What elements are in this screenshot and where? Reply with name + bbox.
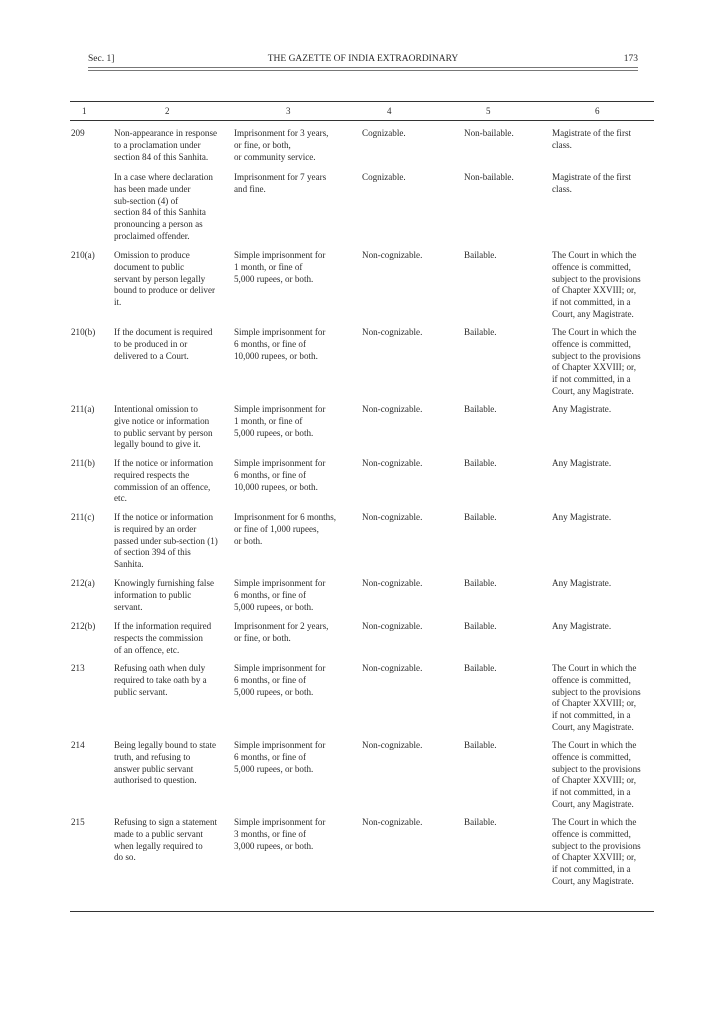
cell-cognizable: Cognizable. [362,172,406,182]
cell-section: 210(a) [71,250,95,260]
cell-punishment: Imprisonment for 7 years and fine. [234,172,327,194]
cell-section: 211(b) [71,458,95,468]
cell-court: Magistrate of the first class. [552,128,632,150]
cell-court: Magistrate of the first class. [552,172,632,194]
cell-section: 211(c) [71,512,95,522]
cell-punishment: Simple imprisonment for 1 month, or fine of 5,000 rupees, or both. [234,404,326,438]
page-header [88,54,638,68]
cell-offence: If the notice or information is required by an order passed under sub-section (1) of section 394 of this Sanhita. [114,512,218,569]
cell-offence: If the information required respects the commission of an offence, etc. [114,621,212,655]
column-header-3: 3 [286,106,291,116]
cell-cognizable: Non-cognizable. [362,458,423,468]
page-number: 173 [623,54,638,64]
cell-bailable: Bailable. [464,621,497,631]
cell-court: The Court in which the offence is committed, subject to the provisions of Chapter XXVIII; or, if not committed, in a Court, any Magistrate. [552,663,641,732]
cell-punishment: Simple imprisonment for 6 months, or fine of 5,000 rupees, or both. [234,578,326,612]
cell-punishment: Imprisonment for 2 years, or fine, or both. [234,621,329,643]
cell-punishment: Imprisonment for 3 years, or fine, or both, or community service. [234,128,329,162]
cell-cognizable: Non-cognizable. [362,817,423,827]
column-header-2: 2 [165,106,170,116]
cell-offence: Refusing oath when duly required to take oath by a public servant. [114,663,207,697]
cell-punishment: Simple imprisonment for 3 months, or fine of 3,000 rupees, or both. [234,817,326,851]
cell-section: 212(b) [71,621,96,631]
cell-cognizable: Non-cognizable. [362,327,423,337]
header-bottom-rule [70,120,654,121]
cell-bailable: Bailable. [464,404,497,414]
cell-offence: Knowingly furnishing false information to public servant. [114,578,215,612]
cell-cognizable: Cognizable. [362,128,406,138]
cell-cognizable: Non-cognizable. [362,512,423,522]
cell-cognizable: Non-cognizable. [362,578,423,588]
cell-punishment: Simple imprisonment for 6 months, or fine of 10,000 rupees, or both. [234,458,326,492]
column-header-4: 4 [387,106,392,116]
cell-cognizable: Non-cognizable. [362,250,423,260]
cell-bailable: Bailable. [464,512,497,522]
cell-punishment: Imprisonment for 6 months, or fine of 1,000 rupees, or both. [234,512,337,546]
cell-punishment: Simple imprisonment for 6 months, or fine of 10,000 rupees, or both. [234,327,326,361]
column-header-6: 6 [595,106,600,116]
cell-court: Any Magistrate. [552,512,612,522]
cell-court: The Court in which the offence is committed, subject to the provisions of Chapter XXVIII; or, if not committed, in a Court, any Magistrate. [552,327,641,396]
cell-offence: Non-appearance in response to a proclamation under section 84 of this Sanhita. [114,128,218,162]
table-bottom-rule [70,911,654,912]
table-top-rule [70,101,654,102]
cell-cognizable: Non-cognizable. [362,621,423,631]
cell-court: The Court in which the offence is committed, subject to the provisions of Chapter XXVIII; or, if not committed, in a Court, any Magistrate. [552,250,641,319]
cell-cognizable: Non-cognizable. [362,404,423,414]
cell-bailable: Non-bailable. [464,128,514,138]
cell-bailable: Bailable. [464,740,497,750]
cell-court: Any Magistrate. [552,458,612,468]
cell-offence: Refusing to sign a statement made to a public servant when legally required to do so. [114,817,218,863]
cell-section: 209 [71,128,85,138]
cell-court: Any Magistrate. [552,404,612,414]
cell-bailable: Bailable. [464,458,497,468]
cell-bailable: Bailable. [464,663,497,673]
cell-bailable: Bailable. [464,578,497,588]
cell-cognizable: Non-cognizable. [362,740,423,750]
cell-punishment: Simple imprisonment for 6 months, or fine of 5,000 rupees, or both. [234,663,326,697]
cell-court: The Court in which the offence is committed, subject to the provisions of Chapter XXVIII; or, if not committed, in a Court, any Magistrate. [552,817,641,886]
cell-bailable: Bailable. [464,817,497,827]
cell-punishment: Simple imprisonment for 6 months, or fine of 5,000 rupees, or both. [234,740,326,774]
cell-section: 213 [71,663,85,673]
section-label: Sec. 1] [88,54,115,64]
cell-offence: If the document is required to be produced in or delivered to a Court. [114,327,213,361]
cell-section: 212(a) [71,578,95,588]
column-header-5: 5 [486,106,491,116]
cell-section: 210(b) [71,327,96,337]
cell-court: The Court in which the offence is committed, subject to the provisions of Chapter XXVIII; or, if not committed, in a Court, any Magistrate. [552,740,641,809]
cell-offence: If the notice or information required respects the commission of an offence, etc. [114,458,213,504]
cell-offence: Omission to produce document to public servant by person legally bound to produce or deliver it. [114,250,216,307]
cell-cognizable: Non-cognizable. [362,663,423,673]
cell-section: 215 [71,817,85,827]
cell-offence: Intentional omission to give notice or information to public servant by person legally bound to give it. [114,404,213,450]
cell-section: 214 [71,740,85,750]
column-header-1: 1 [82,106,87,116]
cell-offence: In a case where declaration has been made under sub-section (4) of section 84 of this Sanhita pronouncing a person as proclaimed offender. [114,172,213,241]
cell-bailable: Bailable. [464,250,497,260]
cell-punishment: Simple imprisonment for 1 month, or fine of 5,000 rupees, or both. [234,250,326,284]
cell-bailable: Bailable. [464,327,497,337]
cell-court: Any Magistrate. [552,621,612,631]
cell-court: Any Magistrate. [552,578,612,588]
header-divider [88,67,638,71]
cell-bailable: Non-bailable. [464,172,514,182]
cell-section: 211(a) [71,404,95,414]
gazette-title: THE GAZETTE OF INDIA EXTRAORDINARY [267,54,459,64]
cell-offence: Being legally bound to state truth, and refusing to answer public servant authorised to question. [114,740,217,786]
